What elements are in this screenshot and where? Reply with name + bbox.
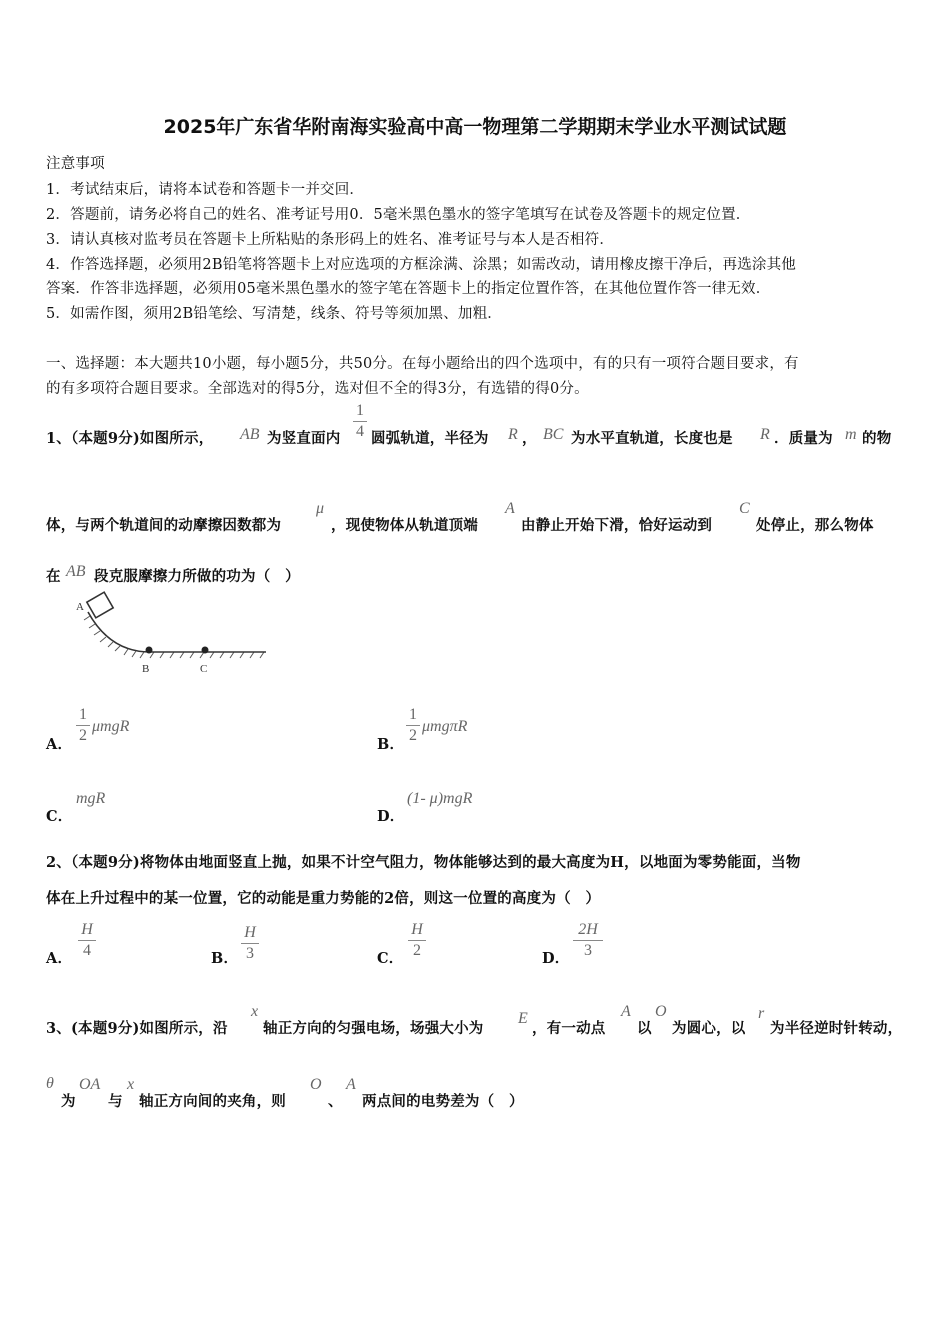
q3-text: ，有一动点 [532,1020,606,1037]
q1-track-figure [70,590,300,680]
fraction-numerator: 1 [356,402,364,419]
q1-text: 在 [46,568,61,585]
option-d-fraction [573,921,603,960]
fraction-denominator: 3 [246,945,254,962]
fraction-denominator: 2 [79,727,87,744]
option-d-label: D． [377,808,405,825]
q1-math-ab: AB [240,426,260,443]
block [87,592,113,618]
arc-track [88,612,150,652]
q1-text: ，现使物体从轨道顶端 [331,517,478,534]
q1-math-r: R [760,426,770,443]
q3-math-oa: OA [79,1076,101,1093]
notice-item: 5．如需作图，须用2B铅笔绘、写清楚，线条、符号等须加黑、加粗． [46,306,503,322]
fraction-denominator: 2 [413,942,421,959]
q1-math-mu: μ [316,500,325,517]
q3-math-a: A [621,1003,631,1020]
notice-item: 答案．作答非选择题，必须用05毫米黑色墨水的签字笔在答题卡上的指定位置作答，在其他位置作答一律无效． [46,281,771,297]
fraction-numerator: H [411,921,423,938]
q1-text: 体，与两个轨道间的动摩擦因数都为 [46,517,282,534]
q1-text: ．质量为 [774,430,833,447]
fraction-denominator: 4 [83,942,91,959]
label-c: C [200,663,208,675]
notice-item: 3．请认真核对监考员在答题卡上所粘贴的条形码上的姓名、准考证号与本人是否相符． [46,232,615,248]
fraction-denominator: 3 [584,942,592,959]
q3-text: 为 [61,1093,76,1110]
q1-math-ab: AB [66,563,86,580]
q3-math-o: O [655,1003,667,1020]
section-heading-line1: 一、选择题：本大题共10小题，每小题5分，共50分。在每小题给出的四个选项中，有的只有一项符合题目要求，有 [46,356,799,372]
notice-item: 2．答题前，请务必将自己的姓名、准考证号用0．5毫米黑色墨水的签字笔填写在试卷及答题卡的规定位置． [46,207,751,223]
q3-text: 与 [108,1093,123,1110]
fraction-numerator: 2H [578,921,598,938]
option-a-label: A． [46,736,73,753]
q3-math-x: x [251,1003,259,1020]
q1-math-m: m [845,426,857,443]
q3-text: 以 [637,1020,652,1037]
q1-text: 段克服摩擦力所做的功为（ ） [94,568,300,585]
q1-text: 处停止，那么物体 [756,517,874,534]
option-b-expr: μmgπR [422,718,468,735]
q3-text: 为半径逆时针转动， [770,1020,903,1037]
q1-math-bc: BC [543,426,564,443]
q3-math-e: E [518,1010,528,1027]
option-c-label: C． [377,950,404,967]
q3-math-theta: θ [46,1075,54,1092]
option-b-label: B． [377,736,405,753]
option-a-fraction [76,706,90,745]
notice-item: 4．作答选择题，必须用2B铅笔将答题卡上对应选项的方框涂满、涂黑；如需改动，请用橡皮擦干净后，再选涂其他 [46,257,797,273]
fraction-numerator: 1 [79,706,87,723]
q3-math-r: r [758,1005,765,1022]
q3-text: 3、(本题9分)如图所示，沿 [46,1020,228,1037]
option-d-expr: (1- μ)mgR [407,790,473,807]
option-b-fraction [406,706,420,745]
option-c-fraction [408,921,426,960]
option-d-label: D． [542,950,570,967]
section-heading-line2: 的有多项符合题目要求。全部选对的得5分，选对但不全的得3分，有选错的得0分。 [46,381,589,397]
label-a: A [76,601,84,613]
option-a-expr: μmgR [92,718,130,735]
q1-text: ， [522,430,537,447]
q1-math-a: A [505,500,515,517]
q1-text: 为水平直轨道，长度也是 [571,430,733,447]
q3-text: 为圆心，以 [672,1020,746,1037]
q1-fraction-quarter [353,402,367,441]
q1-text: 由静止开始下滑，恰好运动到 [521,517,713,534]
option-a-fraction [78,921,96,960]
q1-text: 的物 [862,430,892,447]
option-a-label: A． [46,950,73,967]
q3-math-x: x [127,1076,135,1093]
fraction-numerator: H [244,924,256,941]
option-b-label: B． [211,950,239,967]
fraction-denominator: 2 [409,727,417,744]
q3-text: 轴正方向间的夹角，则 [139,1093,286,1110]
point-b [146,647,153,654]
fraction-numerator: 1 [409,706,417,723]
q1-text: 为竖直面内 [267,430,341,447]
q3-math-a: A [346,1076,356,1093]
q3-math-o: O [310,1076,322,1093]
q3-text: 两点间的电势差为（ ） [362,1093,524,1110]
q3-text: 、 [328,1093,343,1110]
q1-text: 1、（本题9分)如图所示， [46,430,214,447]
q1-text: 圆弧轨道，半径为 [371,430,489,447]
notice-item: 1．考试结束后，请将本试卷和答题卡一并交回． [46,182,365,198]
fraction-denominator: 4 [356,423,364,440]
label-b: B [142,663,150,675]
fraction-numerator: H [81,921,93,938]
q2-text: 体在上升过程中的某一位置，它的动能是重力势能的2倍，则这一位置的高度为（ ） [46,890,601,907]
q3-text: 轴正方向的匀强电场，场强大小为 [263,1020,484,1037]
option-c-expr: mgR [76,790,106,807]
q1-math-r: R [508,426,518,443]
option-c-label: C． [46,808,73,825]
q1-math-c: C [739,500,750,517]
notice-heading: 注意事项 [46,156,105,172]
page-title: 2025年广东省华附南海实验高中高一物理第二学期期末学业水平测试试题 [163,116,787,138]
q2-text: 2、（本题9分)将物体由地面竖直上抛，如果不计空气阻力，物体能够达到的最大高度为H，以地面为零势能面，当物 [46,854,801,871]
option-b-fraction [241,924,259,963]
point-c [202,647,209,654]
